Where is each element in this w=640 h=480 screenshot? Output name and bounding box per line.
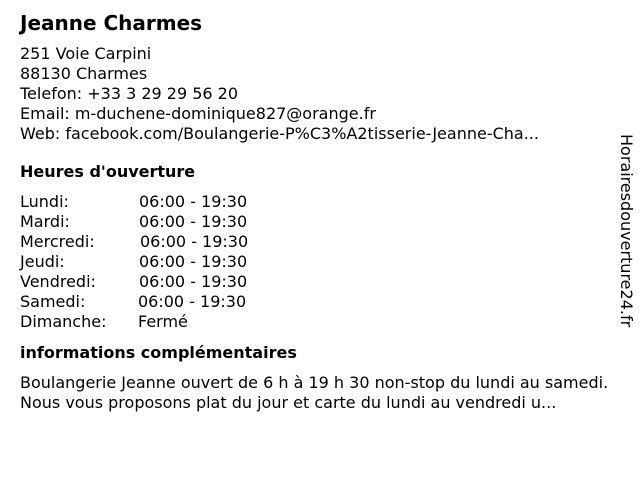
hours-row-saturday xyxy=(20,292,620,312)
opening-hours-heading: Heures d'ouverture xyxy=(20,162,196,181)
day-label: Dimanche: xyxy=(20,312,107,331)
address-city: 88130 Charmes xyxy=(20,64,148,83)
day-label: Lundi: xyxy=(20,192,69,211)
hours-row-tuesday xyxy=(20,212,620,232)
day-hours: 06:00 - 19:30 xyxy=(139,252,248,271)
hours-row-friday xyxy=(20,272,620,292)
phone-line: Telefon: +33 3 29 29 56 20 xyxy=(20,84,239,103)
hours-row-sunday xyxy=(20,312,620,332)
hours-row-thursday xyxy=(20,252,620,272)
day-label: Mardi: xyxy=(20,212,70,231)
additional-info-text: Boulangerie Jeanne ouvert de 6 h à 19 h 30 non-stop du lundi au samedi. xyxy=(20,373,609,392)
business-name: Jeanne Charmes xyxy=(20,11,203,35)
business-card xyxy=(20,9,620,413)
hours-row-wednesday xyxy=(20,232,620,252)
day-label: Mercredi: xyxy=(20,232,95,251)
day-label: Samedi: xyxy=(20,292,86,311)
opening-hours-table xyxy=(20,192,620,332)
web-line: Web: facebook.com/Boulangerie-P%C3%A2tisserie-Jeanne-Cha... xyxy=(20,124,539,143)
email-line: Email: m-duchene-dominique827@orange.fr xyxy=(20,104,376,123)
address-street: 251 Voie Carpini xyxy=(20,44,152,63)
day-hours: 06:00 - 19:30 xyxy=(139,212,248,231)
day-hours: 06:00 - 19:30 xyxy=(139,272,248,291)
additional-info-text-continued: Nous vous proposons plat du jour et carte du lundi au vendredi u... xyxy=(20,393,557,412)
day-hours: 06:00 - 19:30 xyxy=(138,292,247,311)
hours-row-monday xyxy=(20,192,620,212)
day-hours: Fermé xyxy=(138,312,188,331)
site-watermark: Horairesdouverture24.fr xyxy=(617,134,636,328)
day-hours: 06:00 - 19:30 xyxy=(139,192,248,211)
day-label: Jeudi: xyxy=(20,252,65,271)
day-label: Vendredi: xyxy=(20,272,96,291)
additional-info-heading: informations complémentaires xyxy=(20,343,297,362)
day-hours: 06:00 - 19:30 xyxy=(140,232,249,251)
